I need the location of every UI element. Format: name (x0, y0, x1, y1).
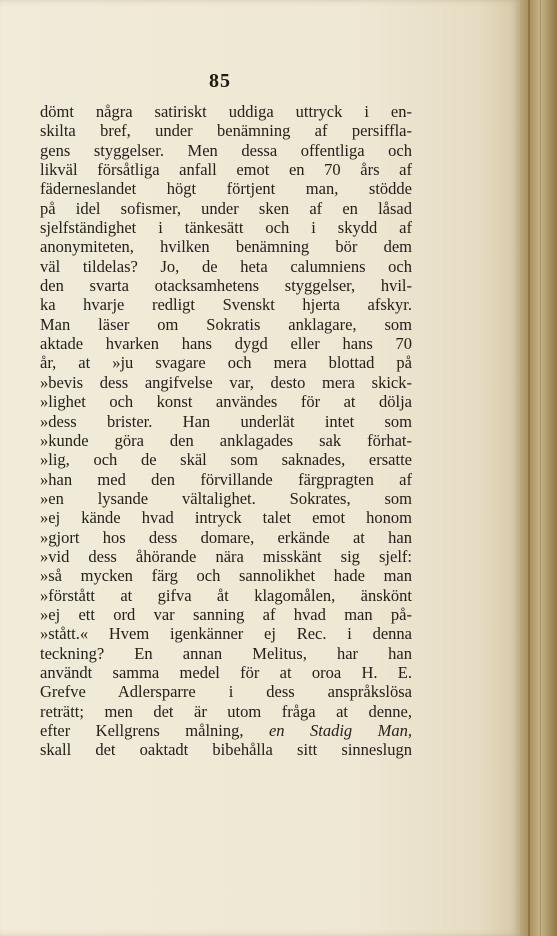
text-line: användt samma medel för at oroa H. E. (40, 662, 412, 682)
text-line: den svarta otacksamhetens styggelser, hvil- (40, 276, 412, 296)
text-line: Grefve Adlersparre i dess anspråkslösa (40, 682, 412, 702)
text-line: »lighet och konst användes för at dölja (40, 392, 412, 412)
text-line: reträtt; men det är utom fråga at denne, (40, 701, 412, 721)
text-line: »stått.« Hvem igenkänner ej Rec. i denna (40, 624, 412, 644)
text-line: väl tildelas? Jo, de heta calumniens och (40, 256, 412, 276)
text-line: skall det oaktadt bibehålla sitt sinneslugn (40, 740, 412, 760)
text-segment: efter Kellgrens målning, (40, 721, 244, 740)
text-line: skilta bref, under benämning af persiffla- (40, 121, 412, 141)
text-line-with-italic (40, 721, 412, 740)
text-line: »dess brister. Han underlät intet som (40, 411, 412, 431)
text-line: »kunde göra den anklagades sak förhat- (40, 430, 412, 450)
text-line: fäderneslandet högt förtjent man, stödde (40, 179, 412, 199)
text-line: »förstått at gifva åt klagomålen, änskönt (40, 585, 412, 605)
text-line: dömt några satiriskt uddiga uttryck i en- (40, 102, 412, 121)
text-line: teckning? En annan Melitus, har han (40, 643, 412, 663)
text-line: »så mycken färg och sannolikhet hade man (40, 566, 412, 586)
text-line: år, at »ju svagare och mera blottad på (40, 353, 412, 373)
text-line: »ej ett ord var sanning af hvad man på- (40, 604, 412, 624)
text-line: »lig, och de skäl som saknades, ersatte (40, 450, 412, 470)
text-line: anonymiteten, hvilken benämning bör dem (40, 237, 412, 257)
italic-phrase: en Stadig Man, (268, 721, 412, 740)
text-line: gens styggelser. Men dessa offentliga och (40, 140, 412, 160)
text-line: »en lysande vältalighet. Sokrates, som (40, 488, 412, 508)
text-line: på idel sofismer, under sken af en låsad (40, 198, 412, 218)
text-line: »ej kände hvad intryck talet emot honom (40, 508, 412, 528)
text-line: ka hvarje redligt Svenskt hjerta afskyr. (40, 295, 412, 315)
text-line: Man läser om Sokratis anklagare, som (40, 314, 412, 334)
page-edge (520, 0, 557, 936)
page-number: 85 (209, 70, 231, 92)
text-line: likväl försåtliga anfall emot en 70 års af (40, 160, 412, 180)
text-line: »vid dess åhörande nära misskänt sig sjelf: (40, 546, 412, 566)
text-line: »bevis dess angifvelse var, desto mera skick- (40, 372, 412, 392)
text-line: »gjort hos dess domare, erkände at han (40, 527, 412, 547)
text-line: »han med den förvillande färgpragten af (40, 469, 412, 489)
body-text (40, 102, 412, 760)
text-line: aktade hvarken hans dygd eller hans 70 (40, 334, 412, 354)
text-line: sjelfständighet i tänkesätt och i skydd af (40, 218, 412, 238)
